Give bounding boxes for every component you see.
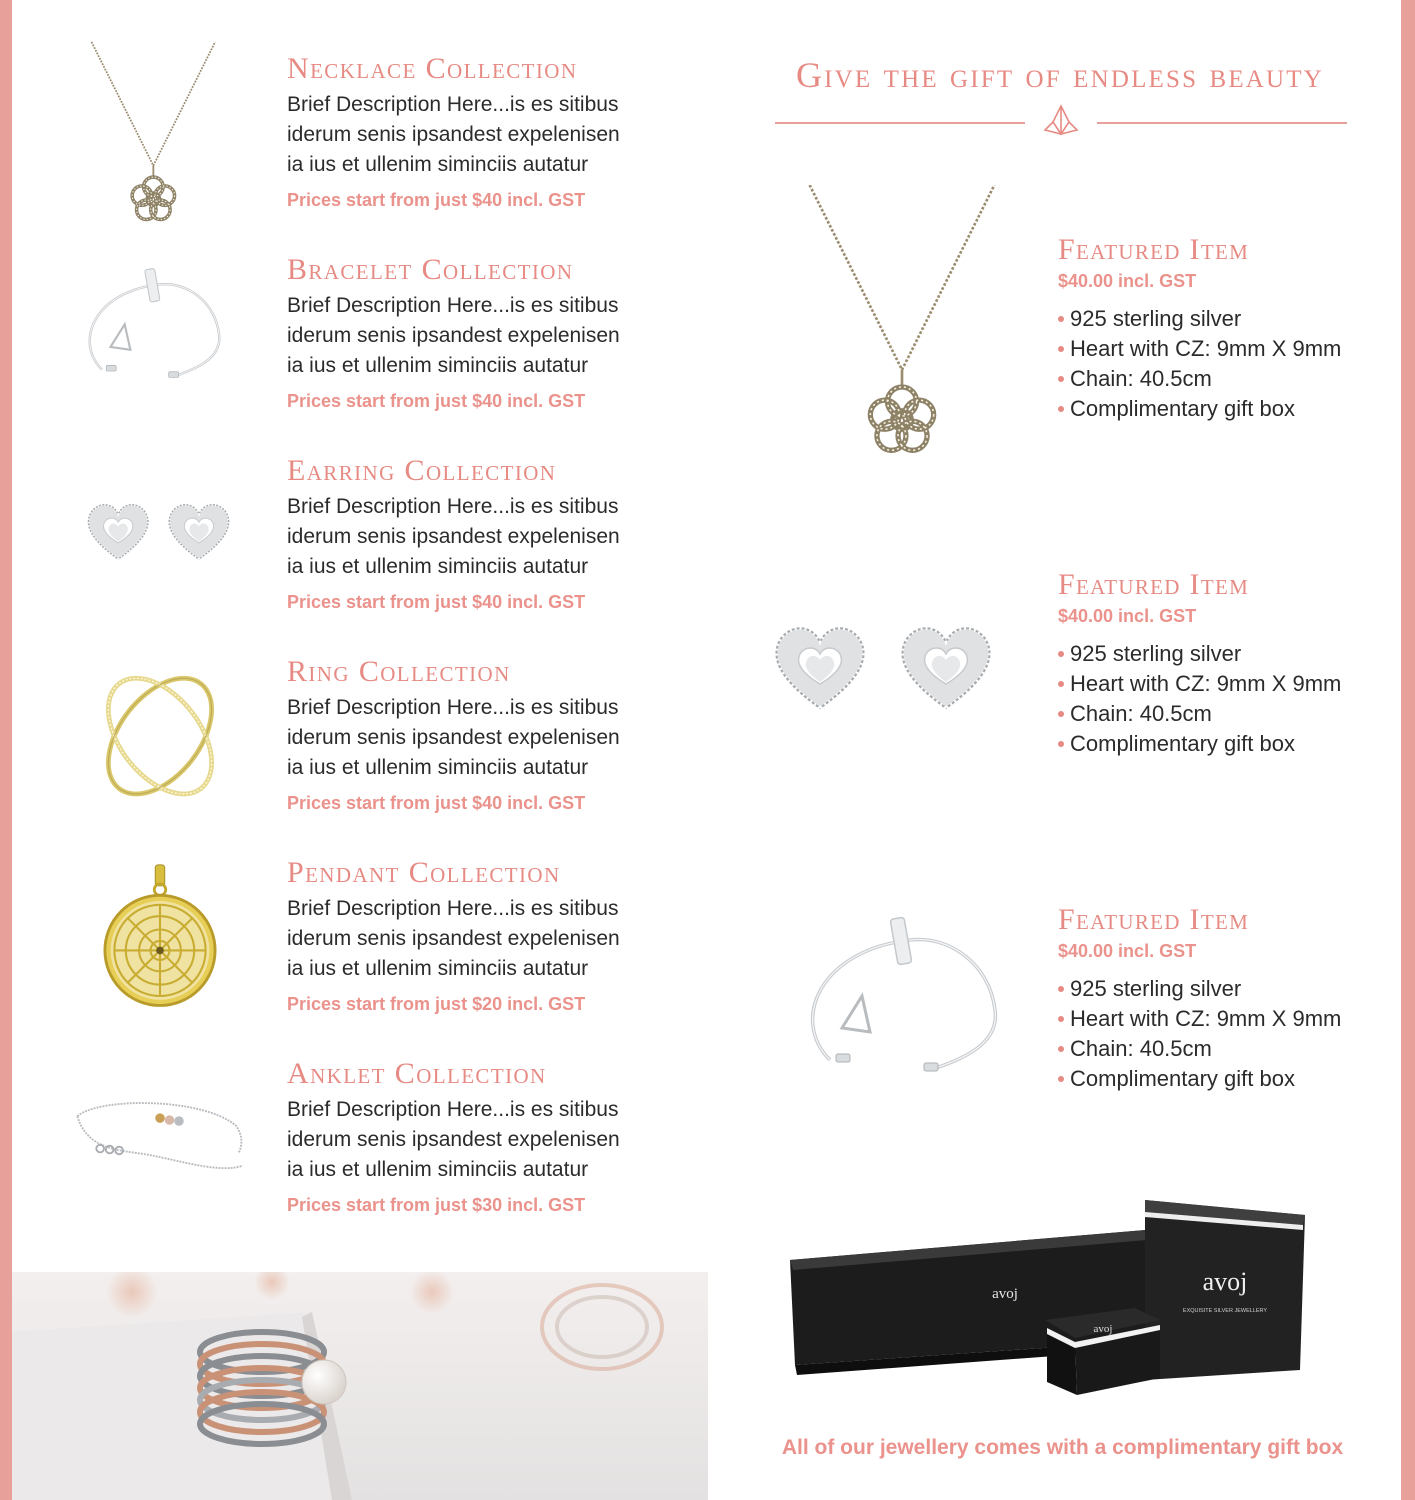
collection-price: Prices start from just $20 incl. GST bbox=[287, 994, 586, 1014]
collection-description: Brief Description Here...is es sitibus iderum senis ipsandest expelenisen ia ius et ullenim siminciis autatur bbox=[287, 294, 620, 377]
necklace-image bbox=[60, 40, 260, 230]
collection-title: Necklace Collection bbox=[287, 52, 578, 85]
collection-title: Ring Collection bbox=[287, 655, 511, 688]
giftbox-brand-ringbox: avoj bbox=[1093, 1323, 1113, 1335]
collection-title: Bracelet Collection bbox=[287, 253, 574, 286]
spec-item: Heart with CZ: 9mm X 9mm bbox=[1058, 669, 1368, 699]
collection-necklace bbox=[60, 40, 700, 240]
lotus-icon bbox=[1041, 104, 1081, 138]
spec-item: Chain: 40.5cm bbox=[1058, 364, 1368, 394]
featured-title: Featured Item bbox=[1058, 233, 1250, 266]
collection-price: Prices start from just $30 incl. GST bbox=[287, 1195, 586, 1215]
featured-item-necklace bbox=[770, 185, 1370, 485]
spec-item: 925 sterling silver bbox=[1058, 639, 1368, 669]
collection-description: Brief Description Here...is es sitibus iderum senis ipsandest expelenisen ia ius et ullenim siminciis autatur bbox=[287, 696, 620, 779]
divider-right bbox=[1097, 122, 1347, 124]
bracelet-image bbox=[60, 241, 260, 431]
featured-price: $40.00 incl. GST bbox=[1058, 606, 1197, 626]
spec-item: Heart with CZ: 9mm X 9mm bbox=[1058, 1004, 1368, 1034]
gift-box-note: All of our jewellery comes with a complimentary gift box bbox=[781, 1436, 1344, 1459]
featured-title: Featured Item bbox=[1058, 903, 1250, 936]
giftbox-tagline: EXQUISITE SILVER JEWELLERY bbox=[1182, 1308, 1268, 1314]
ring-image bbox=[60, 643, 260, 833]
giftbox-brand-large: avoj bbox=[1202, 1267, 1248, 1296]
collection-title: Pendant Collection bbox=[287, 856, 561, 889]
collection-price: Prices start from just $40 incl. GST bbox=[287, 793, 586, 813]
collection-description: Brief Description Here...is es sitibus iderum senis ipsandest expelenisen ia ius et ullenim siminciis autatur bbox=[287, 93, 620, 176]
spec-item: Chain: 40.5cm bbox=[1058, 1034, 1368, 1064]
collection-description: Brief Description Here...is es sitibus iderum senis ipsandest expelenisen ia ius et ullenim siminciis autatur bbox=[287, 495, 620, 578]
lifestyle-rings-photo bbox=[12, 1272, 708, 1500]
collection-bracelet bbox=[60, 241, 700, 441]
collection-description: Brief Description Here...is es sitibus iderum senis ipsandest expelenisen ia ius et ullenim siminciis autatur bbox=[287, 897, 620, 980]
giftbox-brand-small: avoj bbox=[992, 1286, 1018, 1302]
featured-bangle-image bbox=[770, 855, 1040, 1135]
featured-spec-list bbox=[1058, 639, 1368, 759]
featured-spec-list bbox=[1058, 974, 1368, 1094]
spec-item: Heart with CZ: 9mm X 9mm bbox=[1058, 334, 1368, 364]
earring-image bbox=[60, 442, 260, 632]
collection-price: Prices start from just $40 incl. GST bbox=[287, 592, 586, 612]
collection-earring bbox=[60, 442, 700, 642]
spec-item: Complimentary gift box bbox=[1058, 394, 1368, 424]
featured-item-bangle bbox=[770, 855, 1370, 1155]
collection-pendant bbox=[60, 844, 700, 1044]
featured-title: Featured Item bbox=[1058, 568, 1250, 601]
page-headline: Give the gift of endless beauty bbox=[795, 55, 1325, 95]
gift-box-image bbox=[785, 1190, 1310, 1415]
collection-price: Prices start from just $40 incl. GST bbox=[287, 190, 586, 210]
spec-item: Complimentary gift box bbox=[1058, 1064, 1368, 1094]
collection-ring bbox=[60, 643, 700, 843]
divider-left bbox=[775, 122, 1025, 124]
collection-title: Earring Collection bbox=[287, 454, 557, 487]
anklet-image bbox=[60, 1045, 260, 1235]
spec-item: Complimentary gift box bbox=[1058, 729, 1368, 759]
featured-price: $40.00 incl. GST bbox=[1058, 941, 1197, 961]
spec-item: Chain: 40.5cm bbox=[1058, 699, 1368, 729]
pendant-image bbox=[60, 844, 260, 1034]
collection-description: Brief Description Here...is es sitibus iderum senis ipsandest expelenisen ia ius et ullenim siminciis autatur bbox=[287, 1098, 620, 1181]
featured-spec-list bbox=[1058, 304, 1368, 424]
featured-necklace-image bbox=[770, 185, 1040, 465]
spec-item: 925 sterling silver bbox=[1058, 974, 1368, 1004]
collection-title: Anklet Collection bbox=[287, 1057, 547, 1090]
collection-anklet bbox=[60, 1045, 700, 1245]
collection-price: Prices start from just $40 incl. GST bbox=[287, 391, 586, 411]
page-border-left bbox=[0, 0, 12, 1500]
page-border-right bbox=[1401, 0, 1415, 1500]
featured-earrings-image bbox=[770, 520, 1040, 800]
featured-price: $40.00 incl. GST bbox=[1058, 271, 1197, 291]
featured-item-earrings bbox=[770, 520, 1370, 820]
spec-item: 925 sterling silver bbox=[1058, 304, 1368, 334]
